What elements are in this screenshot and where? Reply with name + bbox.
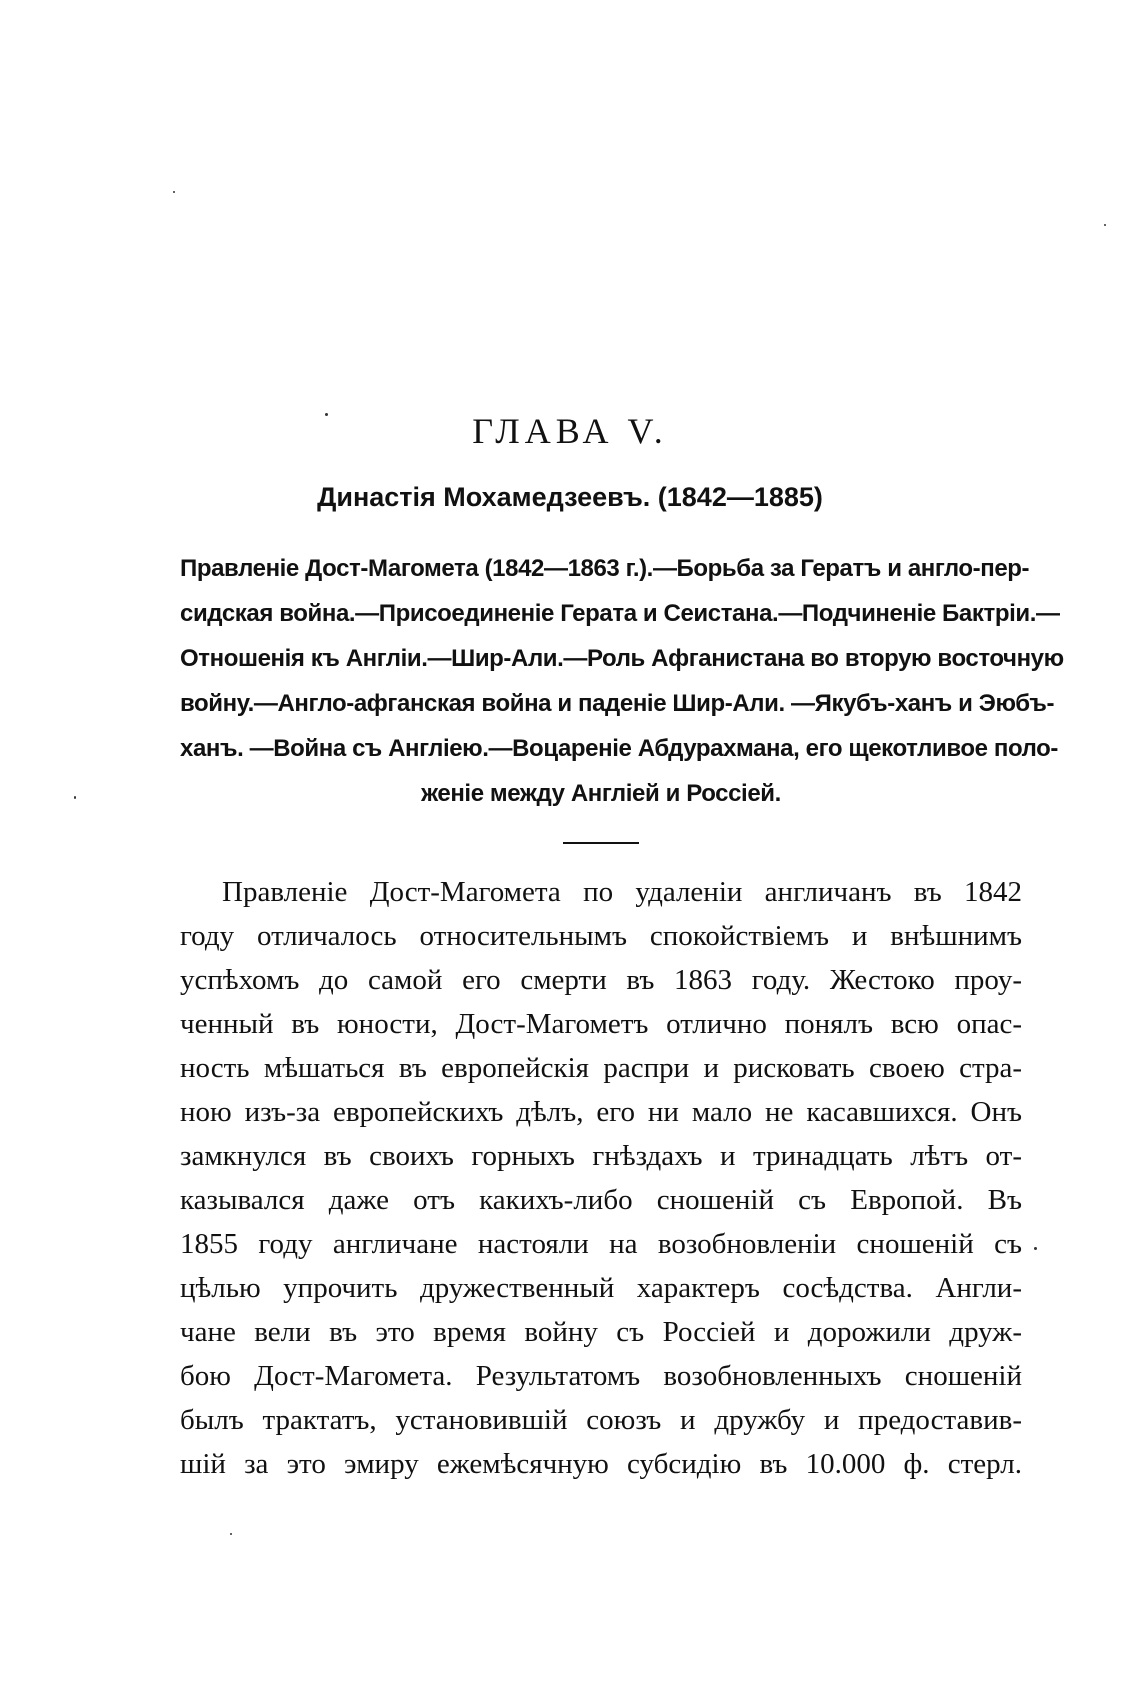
scan-speck — [1034, 1247, 1037, 1250]
body-line: успѣхомъ до самой его смерти въ 1863 году. Жестоко проу- — [180, 964, 1022, 996]
section-divider — [563, 842, 639, 844]
body-line: шій за это эмиру ежемѣсячную субсидію въ 10.000 ф. стерл. — [180, 1448, 1022, 1480]
summary-line: ханъ. —Война съ Англіею.—Воцареніе Абдурахмана, его щекотливое поло- — [180, 735, 1059, 762]
scan-speck — [325, 413, 328, 416]
summary-line: войну.—Англо-афганская война и паденіе Шир-Али. —Якубъ-ханъ и Эюбъ- — [180, 690, 1055, 717]
body-line: бою Дост-Магомета. Результатомъ возобновленныхъ сношеній — [180, 1360, 1022, 1392]
body-line: казывался даже отъ какихъ-либо сношеній съ Европой. Въ — [180, 1184, 1022, 1216]
scan-speck — [230, 1533, 232, 1535]
summary-line: сидская война.—Присоединеніе Герата и Сеистана.—Подчиненіе Бактріи.— — [180, 600, 1060, 627]
summary-line: Отношенія къ Англіи.—Шир-Али.—Роль Афганистана во вторую восточную — [180, 645, 1064, 672]
body-line: году отличалось относительнымъ спокойствіемъ и внѣшнимъ — [180, 920, 1022, 952]
summary-line: Правленіе Дост-Магомета (1842—1863 г.).—Борьба за Гератъ и англо-пер- — [180, 555, 1030, 582]
scan-speck — [74, 796, 76, 799]
body-line: 1855 году англичане настояли на возобновленіи сношеній съ — [180, 1228, 1022, 1260]
body-line: замкнулся въ своихъ горныхъ гнѣздахъ и тринадцать лѣтъ от- — [180, 1140, 1022, 1172]
body-line: ною изъ-за европейскихъ дѣлъ, его ни мало не касавшихся. Онъ — [180, 1096, 1022, 1128]
chapter-summary — [180, 546, 1064, 816]
chapter-title: ГЛАВА V. — [472, 411, 668, 451]
body-line: Правленіе Дост-Магомета по удаленіи англичанъ въ 1842 — [222, 876, 1022, 908]
body-line: чане вели въ это время войну съ Россіей и дорожили друж- — [180, 1316, 1022, 1348]
chapter-subtitle: Династія Мохамедзеевъ. (1842—1885) — [317, 482, 823, 512]
body-paragraph — [180, 870, 1022, 1486]
body-line: ченный въ юности, Дост-Магометъ отлично понялъ всю опас- — [180, 1008, 1022, 1040]
body-line: былъ трактатъ, установившій союзъ и дружбу и предоставив- — [180, 1404, 1022, 1436]
summary-line: женіе между Англіей и Россіей. — [421, 780, 781, 807]
body-line: ность мѣшаться въ европейскія распри и рисковать своею стра- — [180, 1052, 1022, 1084]
body-line: цѣлью упрочить дружественный характеръ сосѣдства. Англи- — [180, 1272, 1022, 1304]
scan-speck — [1104, 224, 1106, 226]
scan-speck — [173, 191, 175, 193]
